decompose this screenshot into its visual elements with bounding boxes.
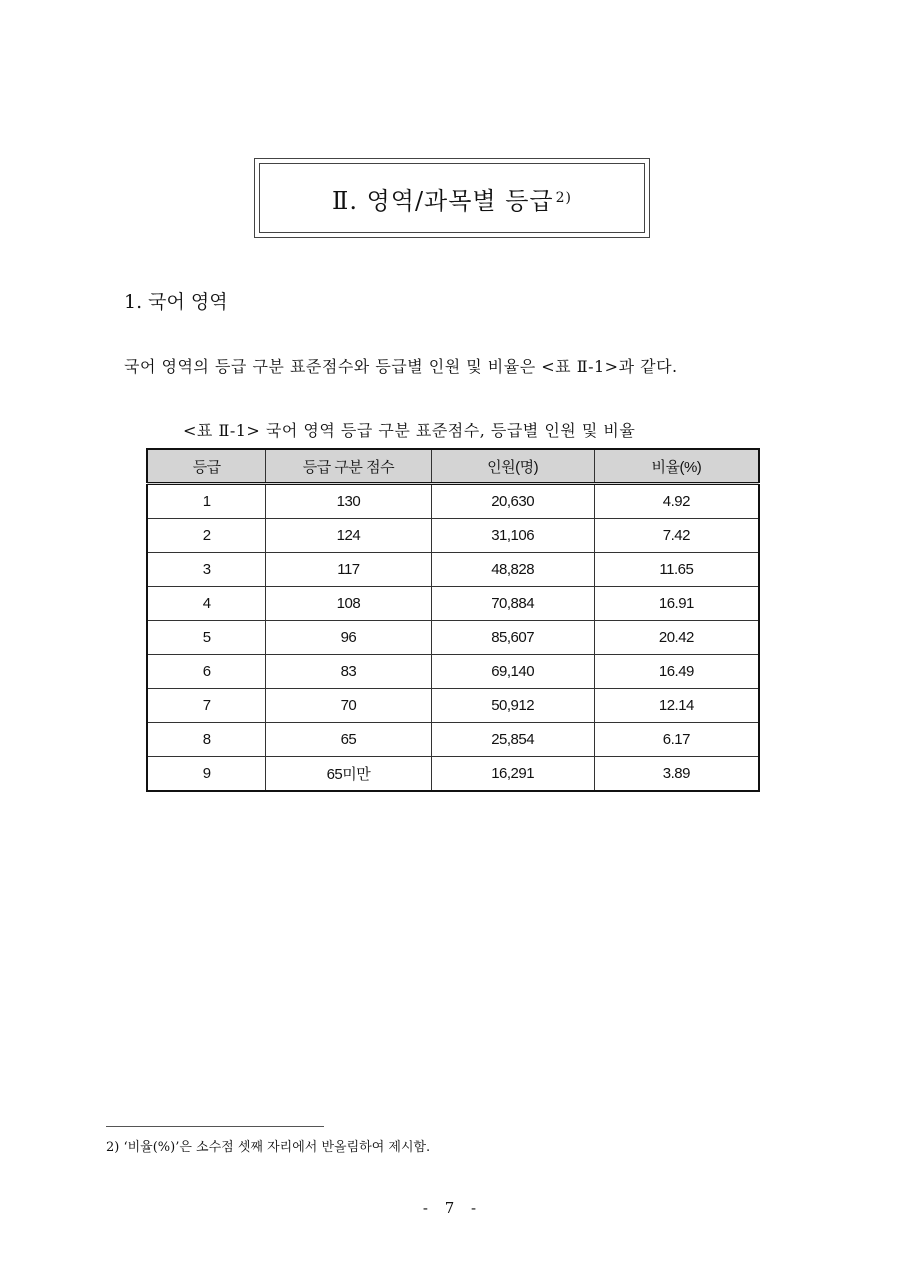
- cell-ratio: 4.92: [594, 484, 759, 519]
- table-row: [147, 553, 759, 587]
- cell-ratio: 7.42: [594, 519, 759, 553]
- footnote-divider: [106, 1126, 324, 1127]
- table-row: [147, 723, 759, 757]
- cell-ratio: 3.89: [594, 757, 759, 792]
- cell-grade: 2: [147, 519, 266, 553]
- cell-cut-score: 65: [266, 723, 431, 757]
- cell-count: 16,291: [431, 757, 594, 792]
- cell-count: 31,106: [431, 519, 594, 553]
- title-box: [254, 158, 650, 238]
- header-count: 인원(명): [431, 449, 594, 484]
- table-caption: <표 Ⅱ-1> 국어 영역 등급 구분 표준점수, 등급별 인원 및 비율: [183, 421, 636, 440]
- cell-grade: 1: [147, 484, 266, 519]
- cell-count: 25,854: [431, 723, 594, 757]
- title-footnote-ref: 2): [555, 190, 572, 206]
- cell-count: 85,607: [431, 621, 594, 655]
- table-row: [147, 519, 759, 553]
- cell-ratio: 16.49: [594, 655, 759, 689]
- cell-grade: 4: [147, 587, 266, 621]
- cell-cut-score: 96: [266, 621, 431, 655]
- intro-paragraph: 국어 영역의 등급 구분 표준점수와 등급별 인원 및 비율은 <표 Ⅱ-1>과 같다.: [124, 357, 678, 376]
- table-row: [147, 587, 759, 621]
- cell-grade: 3: [147, 553, 266, 587]
- cell-cut-score: 130: [266, 484, 431, 519]
- cell-cut-score: 108: [266, 587, 431, 621]
- section-heading: 1. 국어 영역: [124, 291, 228, 313]
- cell-count: 20,630: [431, 484, 594, 519]
- cell-count: 48,828: [431, 553, 594, 587]
- table-row: [147, 757, 759, 792]
- cell-count: 50,912: [431, 689, 594, 723]
- cell-grade: 8: [147, 723, 266, 757]
- grade-table: [146, 448, 760, 792]
- header-cut-score: 등급 구분 점수: [266, 449, 431, 484]
- cell-grade: 9: [147, 757, 266, 792]
- cell-cut-score: 83: [266, 655, 431, 689]
- cell-grade: 5: [147, 621, 266, 655]
- cell-cut-score: 124: [266, 519, 431, 553]
- cell-cut-score: 70: [266, 689, 431, 723]
- table-row: [147, 484, 759, 519]
- cell-cut-score: 117: [266, 553, 431, 587]
- header-ratio: 비율(%): [594, 449, 759, 484]
- table-row: [147, 655, 759, 689]
- page-number: - 7 -: [422, 1199, 483, 1217]
- cell-ratio: 16.91: [594, 587, 759, 621]
- cell-grade: 6: [147, 655, 266, 689]
- page-title: Ⅱ. 영역/과목별 등급: [332, 186, 554, 215]
- footnote: 2) ‘비율(%)’은 소수점 셋째 자리에서 반올림하여 제시함.: [106, 1140, 431, 1155]
- title-inner-frame: [259, 163, 645, 233]
- cell-count: 69,140: [431, 655, 594, 689]
- table-row: [147, 621, 759, 655]
- cell-ratio: 6.17: [594, 723, 759, 757]
- cell-grade: 7: [147, 689, 266, 723]
- header-grade: 등급: [147, 449, 266, 484]
- table-row: [147, 689, 759, 723]
- cell-ratio: 12.14: [594, 689, 759, 723]
- cell-ratio: 11.65: [594, 553, 759, 587]
- cell-cut-score: 65미만: [266, 757, 431, 792]
- cell-count: 70,884: [431, 587, 594, 621]
- cell-ratio: 20.42: [594, 621, 759, 655]
- table-header-row: [147, 449, 759, 484]
